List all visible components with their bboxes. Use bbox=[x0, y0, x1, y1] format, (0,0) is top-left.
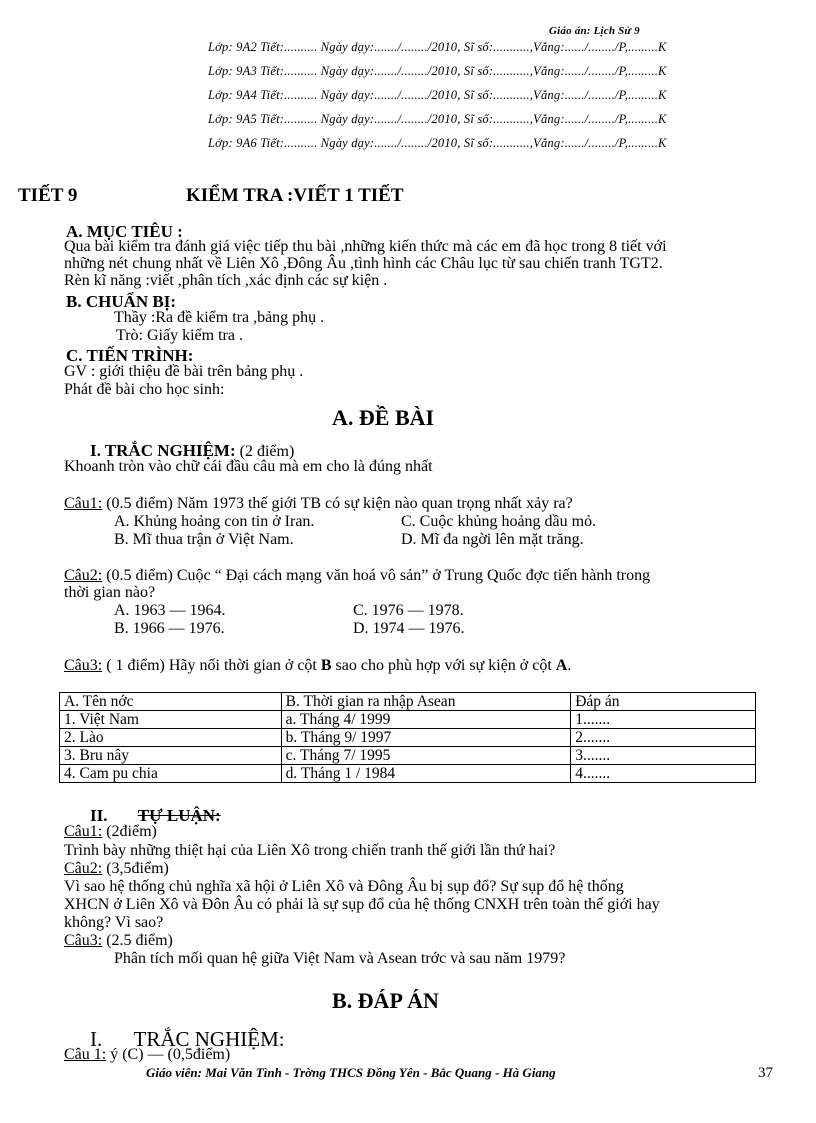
preparation-student: Trò: Giấy kiểm tra . bbox=[116, 327, 243, 344]
table-cell: d. Tháng 1 / 1984 bbox=[281, 765, 571, 783]
essay-question-1 bbox=[64, 824, 157, 840]
question-points: (2điểm) bbox=[102, 823, 157, 840]
q1-option-c: C. Cuộc khủng hoảng dầu mỏ. bbox=[401, 513, 597, 530]
essay-question-2 bbox=[64, 861, 169, 877]
question-text: sao cho phù hợp với sự kiện ở cột bbox=[331, 657, 556, 674]
question-text: (0.5 điểm) Năm 1973 thế giới TB có sự kiện nào quan trọng nhất xảy ra? bbox=[102, 495, 573, 512]
q1-option-d: D. Mĩ đa ngời lên mặt trăng. bbox=[401, 531, 584, 548]
question-label: Câu3: bbox=[64, 657, 103, 674]
column-a-ref: A bbox=[555, 657, 568, 674]
q2-option-c: C. 1976 — 1978. bbox=[353, 602, 464, 619]
part2-heading: TỰ LUẬN: bbox=[137, 806, 221, 825]
question-3 bbox=[64, 658, 571, 674]
q2-option-d: D. 1974 — 1976. bbox=[353, 620, 465, 637]
table-header: Đáp án bbox=[571, 693, 756, 711]
question-label: Câu2: bbox=[64, 567, 103, 584]
process-line: Phát đề bài cho học sinh: bbox=[64, 381, 225, 398]
table-row bbox=[60, 765, 756, 783]
table-header-row bbox=[60, 693, 756, 711]
part1-instruction: Khoanh tròn vào chữ cái đầu câu mà em cho là đúng nhất bbox=[64, 458, 433, 475]
essay-question-1-text: Trình bày những thiệt hại của Liên Xô trong chiến tranh thế giới lần thứ hai? bbox=[64, 842, 556, 859]
answers-heading: B. ĐÁP ÁN bbox=[332, 988, 439, 1013]
essay-question-3 bbox=[64, 933, 173, 949]
exam-heading: A. ĐỀ BÀI bbox=[332, 405, 435, 430]
table-cell: b. Tháng 9/ 1997 bbox=[281, 729, 571, 747]
objectives-line: Rèn kĩ năng :viết ,phân tích ,xác định các sự kiện . bbox=[64, 272, 388, 289]
table-cell: 2....... bbox=[571, 729, 756, 747]
part2-number: II. bbox=[90, 806, 108, 825]
table-cell: 3. Bru nây bbox=[60, 747, 282, 765]
table-cell: 3....... bbox=[571, 747, 756, 765]
essay-question-2-text: không? Vì sao? bbox=[64, 914, 164, 931]
q2-option-a: A. 1963 — 1964. bbox=[114, 602, 226, 619]
matching-table bbox=[59, 692, 756, 783]
class-row: Lớp: 9A4 Tiết:.......... Ngày dạy:......./......../2010, Sĩ số:...........,Vắng:....../......../P,.........K bbox=[208, 88, 667, 102]
class-row: Lớp: 9A2 Tiết:.......... Ngày dạy:......./......../2010, Sĩ số:...........,Vắng:....../......../P,.........K bbox=[208, 40, 667, 54]
essay-question-2-text: XHCN ở Liên Xô và Đôn Âu có phải là sự sụp đổ của hệ thống CNXH trên toàn thế giới hay bbox=[64, 896, 660, 913]
objectives-line: những nét chung nhất về Liên Xô ,Đông Âu ,tình hình các Châu lục từ sau chiến tranh TGT2. bbox=[64, 255, 663, 272]
top-note: Giáo án: Lịch Sử 9 bbox=[549, 25, 640, 37]
q1-option-b: B. Mĩ thua trận ở Việt Nam. bbox=[114, 531, 294, 548]
table-cell: 1....... bbox=[571, 711, 756, 729]
lesson-title: KIỂM TRA :VIẾT 1 TIẾT bbox=[186, 185, 404, 206]
preparation-teacher: Thầy :Ra đề kiểm tra ,bảng phụ . bbox=[114, 309, 325, 326]
answers-part1-title: TRẮC NGHIỆM: bbox=[133, 1027, 285, 1051]
question-label: Câu1: bbox=[64, 823, 103, 840]
objectives-line: Qua bài kiểm tra đánh giá việc tiếp thu bài ,những kiến thức mà các em đã học trong 8 tiết với bbox=[64, 238, 667, 255]
answers-part1-number: I. bbox=[90, 1027, 103, 1051]
objectives-heading: A. MỤC TIÊU : bbox=[66, 222, 183, 241]
table-row bbox=[60, 729, 756, 747]
table-row bbox=[60, 747, 756, 765]
answer-label: Câu 1: bbox=[64, 1046, 107, 1063]
table-row bbox=[60, 711, 756, 729]
question-label: Câu3: bbox=[64, 932, 103, 949]
question-text: ( 1 điểm) Hãy nối thời gian ở cột bbox=[102, 657, 321, 674]
page-number: 37 bbox=[758, 1065, 773, 1081]
process-heading: C. TIẾN TRÌNH: bbox=[66, 346, 194, 365]
table-cell: c. Tháng 7/ 1995 bbox=[281, 747, 571, 765]
question-points: (3,5điểm) bbox=[102, 860, 169, 877]
class-row: Lớp: 9A6 Tiết:.......... Ngày dạy:......./......../2010, Sĩ số:...........,Vắng:....../......../P,.........K bbox=[208, 136, 667, 150]
q1-option-a: A. Khủng hoảng con tin ở Iran. bbox=[114, 513, 315, 530]
table-cell: 4....... bbox=[571, 765, 756, 783]
question-points: (2.5 điểm) bbox=[102, 932, 173, 949]
q2-option-b: B. 1966 — 1976. bbox=[114, 620, 225, 637]
table-header: A. Tên nớc bbox=[60, 693, 282, 711]
process-line: GV : giới thiệu đề bài trên bảng phụ . bbox=[64, 363, 304, 380]
table-cell: 2. Lào bbox=[60, 729, 282, 747]
answer-1 bbox=[64, 1047, 230, 1063]
question-1 bbox=[64, 496, 573, 512]
table-cell: 1. Việt Nam bbox=[60, 711, 282, 729]
essay-question-3-text: Phân tích mối quan hệ giữa Việt Nam và Asean trớc và sau năm 1979? bbox=[114, 950, 566, 967]
class-row: Lớp: 9A3 Tiết:.......... Ngày dạy:......./......../2010, Sĩ số:...........,Vắng:....../......../P,.........K bbox=[208, 64, 667, 78]
part1-heading: I. TRẮC NGHIỆM: bbox=[90, 441, 236, 460]
question-2-cont: thời gian nào? bbox=[64, 584, 156, 601]
column-b-ref: B bbox=[320, 657, 332, 674]
class-row: Lớp: 9A5 Tiết:.......... Ngày dạy:......./......../2010, Sĩ số:...........,Vắng:....../......../P,.........K bbox=[208, 112, 667, 126]
table-header: B. Thời gian ra nhập Asean bbox=[281, 693, 571, 711]
footer-author: Giáo viên: Mai Văn Tình - Trờng THCS Đồng Yên - Bắc Quang - Hà Giang bbox=[146, 1065, 556, 1080]
essay-question-2-text: Vì sao hệ thống chủ nghĩa xã hội ở Liên Xô và Đông Âu bị sụp đổ? Sự sụp đổ hệ thống bbox=[64, 878, 624, 895]
question-2 bbox=[64, 568, 650, 584]
preparation-heading: B. CHUẨN BỊ: bbox=[66, 292, 177, 311]
answer-text: ý (C) — (0,5điểm) bbox=[106, 1046, 231, 1063]
lesson-number: TIẾT 9 bbox=[18, 185, 78, 206]
part1-points: (2 điểm) bbox=[239, 443, 295, 460]
question-text: (0.5 điểm) Cuộc “ Đại cách mạng văn hoá vô sản” ở Trung Quốc đợc tiến hành trong bbox=[102, 567, 651, 584]
table-cell: 4. Cam pu chia bbox=[60, 765, 282, 783]
question-label: Câu2: bbox=[64, 860, 103, 877]
question-label: Câu1: bbox=[64, 495, 103, 512]
table-cell: a. Tháng 4/ 1999 bbox=[281, 711, 571, 729]
question-text: . bbox=[567, 657, 572, 674]
